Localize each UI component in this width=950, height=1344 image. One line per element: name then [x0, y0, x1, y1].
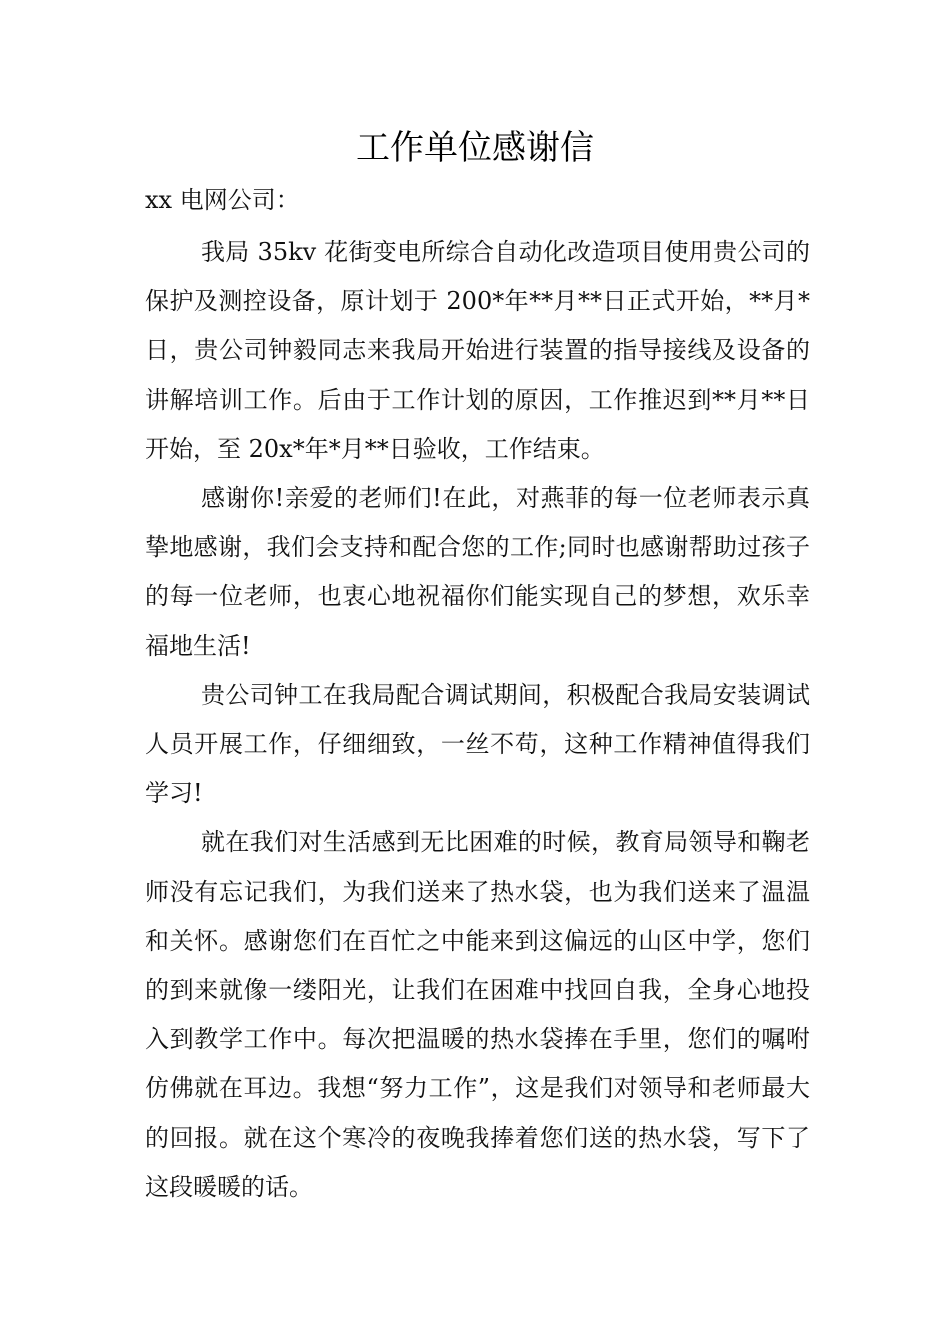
paragraph-debugging: 贵公司钟工在我局配合调试期间，积极配合我局安装调试人员开展工作，仔细细致，一丝不苟，这种工作精神值得我们学习! [145, 680, 810, 808]
letter-body [145, 228, 810, 1212]
paragraph-project: 我局 35kv 花街变电所综合自动化改造项目使用贵公司的保护及测控设备，原计划于 200*年**月**日正式开始，**月*日，贵公司钟毅同志来我局开始进行装置的指导接线及设备的讲解培训工作。后由于工作计划的原因，工作推迟到**月**日开始，至 20x*年*月**日验收，工作结束。 [145, 238, 810, 463]
paragraph-hot-water-bags: 就在我们对生活感到无比困难的时候，教育局领导和鞠老师没有忘记我们，为我们送来了热水袋，也为我们送来了温温和关怀。感谢您们在百忙之中能来到这偏远的山区中学，您们的到来就像一缕阳光，让我们在困难中找回自我，全身心地投入到教学工作中。每次把温暖的热水袋捧在手里，您们的嘱咐仿佛就在耳边。我想“努力工作”，这是我们对领导和老师最大的回报。就在这个寒冷的夜晚我捧着您们送的热水袋，写下了这段暖暖的话。 [145, 828, 810, 1201]
salutation: xx 电网公司： [145, 186, 300, 214]
document-title: 工作单位感谢信 [356, 128, 594, 168]
paragraph-teachers-thanks: 感谢你!亲爱的老师们!在此，对燕菲的每一位老师表示真挚地感谢，我们会支持和配合您的工作;同时也感谢帮助过孩子的每一位老师，也衷心地祝福你们能实现自己的梦想，欢乐幸福地生活! [145, 484, 810, 660]
